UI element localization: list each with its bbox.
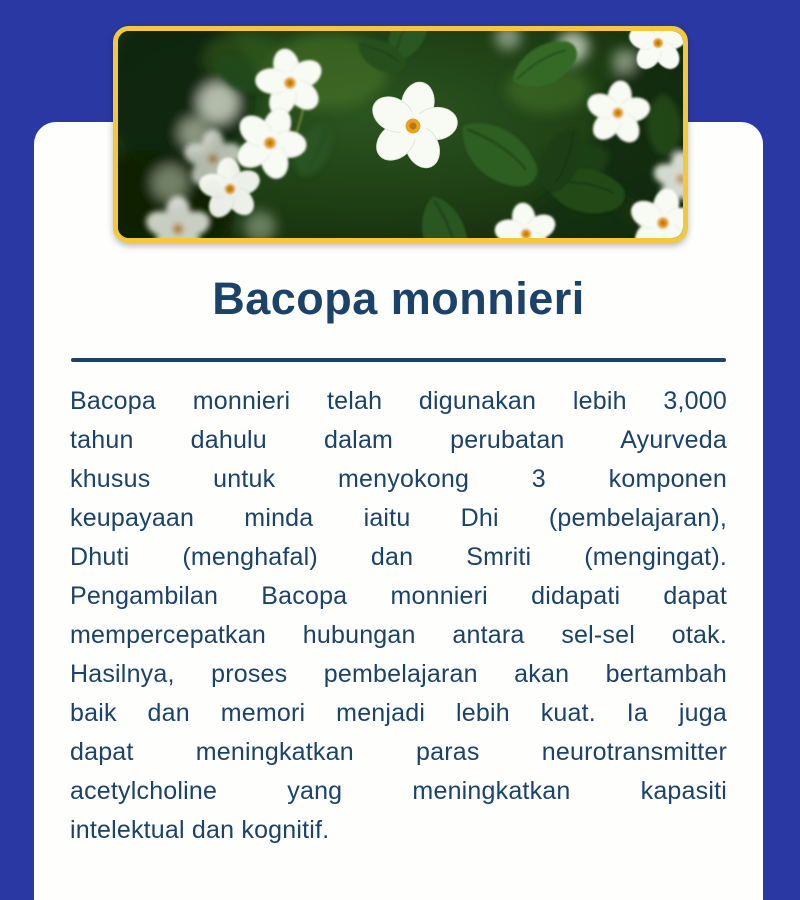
article-line: intelektual dan kognitif. <box>70 816 330 844</box>
bacopa-flowers-photo <box>118 31 683 238</box>
article-line: Dhuti (menghafal) dan Smriti (mengingat). <box>70 543 727 571</box>
article-line: Pengambilan Bacopa monnieri didapati dapat <box>70 582 727 610</box>
article-line: mempercepatkan hubungan antara sel-sel otak. <box>70 621 727 649</box>
article-paragraph <box>70 382 727 850</box>
article-line: keupayaan minda iaitu Dhi (pembelajaran), <box>70 504 727 532</box>
article-line: Bacopa monnieri telah digunakan lebih 3,000 <box>70 387 727 415</box>
article-line: khusus untuk menyokong 3 komponen <box>70 465 727 493</box>
page-title: Bacopa monnieri <box>212 273 585 324</box>
article-line: baik dan memori menjadi lebih kuat. Ia juga <box>70 699 727 727</box>
title-divider <box>71 358 726 362</box>
article-line: dapat meningkatkan paras neurotransmitter <box>70 738 727 766</box>
article-line: Hasilnya, proses pembelajaran akan bertambah <box>70 660 727 688</box>
article-line: acetylcholine yang meningkatkan kapasiti <box>70 777 727 805</box>
hero-image <box>113 26 688 243</box>
article-line: tahun dahulu dalam perubatan Ayurveda <box>70 426 727 454</box>
